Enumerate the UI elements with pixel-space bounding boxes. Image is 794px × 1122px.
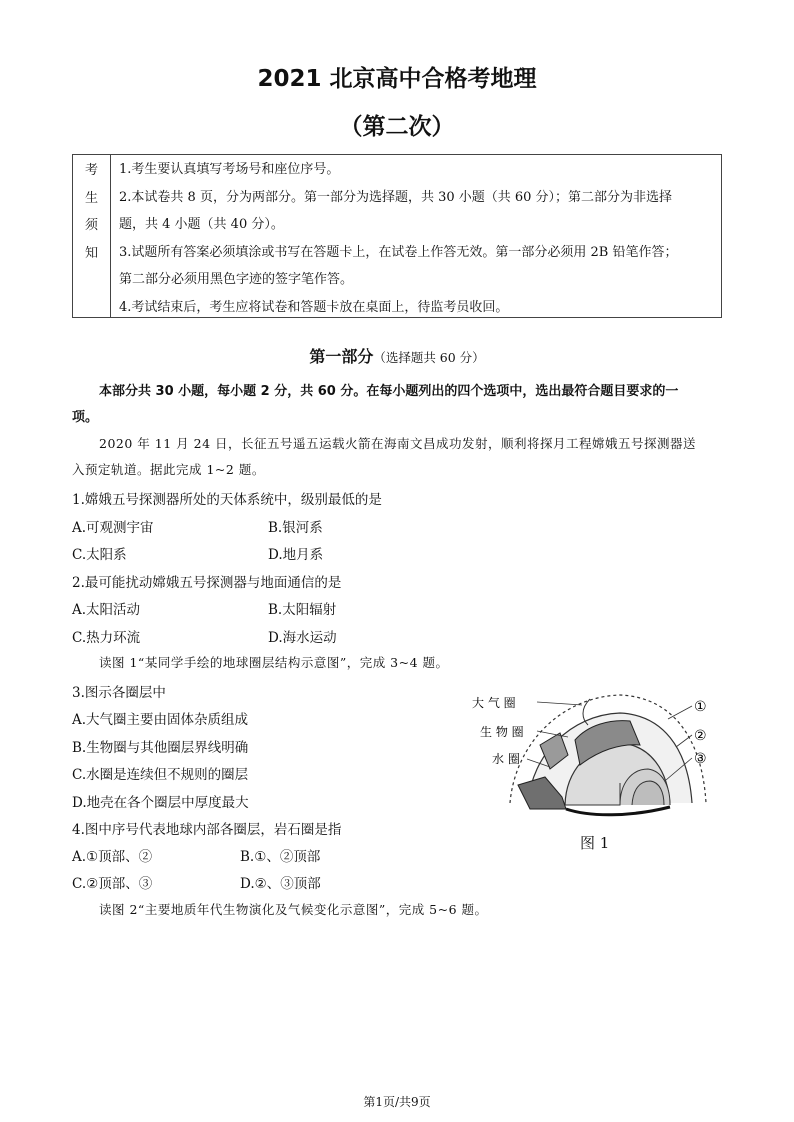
notice-line: 3.试题所有答案必须填涂或书写在答题卡上，在试卷上作答无效。第一部分必须用 2B 铅笔作答； (119, 244, 678, 260)
notice-line: 4.考试结束后，考生应将试卷和答题卡放在桌面上，待监考员收回。 (119, 299, 509, 315)
notice-line: 第二部分必须用黑色字迹的签字笔作答。 (119, 272, 354, 287)
question-1-option-a[interactable]: A.可观测宇宙 (72, 520, 154, 536)
page-number: 第1页/共9页 (363, 1095, 431, 1109)
question-2-option-d[interactable]: D.海水运动 (268, 630, 337, 646)
page-subtitle: （第二次） (339, 114, 455, 140)
question-4-stem: 4.图中序号代表地球内部各圈层，岩石圈是指 (72, 822, 342, 838)
question-4-option-d[interactable]: D.②、③顶部 (240, 876, 321, 892)
question-3-option-b[interactable]: B.生物圈与其他圈层界线明确 (72, 740, 249, 756)
question-1-stem: 1.嫦娥五号探测器所处的天体系统中，级别最低的是 (72, 492, 382, 508)
notice-line: 题，共 4 小题（共 40 分）。 (119, 217, 284, 232)
part1-instructions-cont: 项。 (72, 410, 99, 425)
question-3-stem: 3.图示各圈层中 (72, 685, 166, 701)
label-layer-2: ② (694, 728, 707, 744)
earth-spheres-figure (470, 685, 720, 835)
question-4-option-b[interactable]: B.①、②顶部 (240, 849, 321, 865)
context-passage-1-cont: 入预定轨道。据此完成 1~2 题。 (72, 462, 265, 477)
question-2-option-c[interactable]: C.热力环流 (72, 630, 141, 646)
question-2-stem: 2.最可能扰动嫦娥五号探测器与地面通信的是 (72, 575, 342, 591)
context-passage-1: 2020 年 11 月 24 日，长征五号遥五运载火箭在海南文昌成功发射，顺利将探月工程嫦娥五号探测器送 (99, 436, 696, 451)
notice-line: 1.考生要认真填写考场号和座位序号。 (119, 162, 340, 177)
label-layer-1: ① (694, 699, 707, 715)
question-1-option-c[interactable]: C.太阳系 (72, 547, 127, 563)
question-1-option-d[interactable]: D.地月系 (268, 547, 324, 563)
question-2-option-a[interactable]: A.太阳活动 (72, 602, 141, 618)
question-4-option-a[interactable]: A.①顶部、② (72, 849, 153, 865)
figure-1-caption: 图 1 (580, 834, 610, 852)
label-biosphere: 生 物 圈 (480, 725, 524, 739)
notice-line: 2.本试卷共 8 页，分为两部分。第一部分为选择题，共 30 小题（共 60 分）；第二部分为非选择 (119, 189, 673, 205)
question-4-option-c[interactable]: C.②顶部、③ (72, 876, 153, 892)
context-passage-3: 读图 2“主要地质年代生物演化及气候变化示意图”，完成 5~6 题。 (99, 902, 488, 917)
part1-heading: 第一部分（选择题共 60 分） (309, 347, 485, 366)
question-3-option-d[interactable]: D.地壳在各个圈层中厚度最大 (72, 795, 249, 811)
label-atmosphere: 大 气 圈 (472, 696, 516, 710)
question-2-option-b[interactable]: B.太阳辐射 (268, 602, 337, 618)
exam-notice-box (72, 154, 722, 318)
context-passage-2: 读图 1“某同学手绘的地球圈层结构示意图”，完成 3~4 题。 (99, 655, 449, 670)
earth-structure-drawing (510, 695, 706, 815)
page-title: 2021 北京高中合格考地理 (257, 66, 537, 92)
question-3-option-a[interactable]: A.大气圈主要由固体杂质组成 (72, 712, 249, 728)
notice-content (111, 155, 721, 317)
label-hydrosphere: 水 圈 (492, 752, 520, 766)
question-1-option-b[interactable]: B.银河系 (268, 520, 323, 536)
part1-instructions: 本部分共 30 小题，每小题 2 分，共 60 分。在每小题列出的四个选项中，选出最符合题目要求的一 (99, 384, 679, 399)
notice-label: 考 生 须 知 (73, 155, 111, 317)
label-layer-3: ③ (694, 751, 707, 767)
question-3-option-c[interactable]: C.水圈是连续但不规则的圈层 (72, 767, 249, 783)
